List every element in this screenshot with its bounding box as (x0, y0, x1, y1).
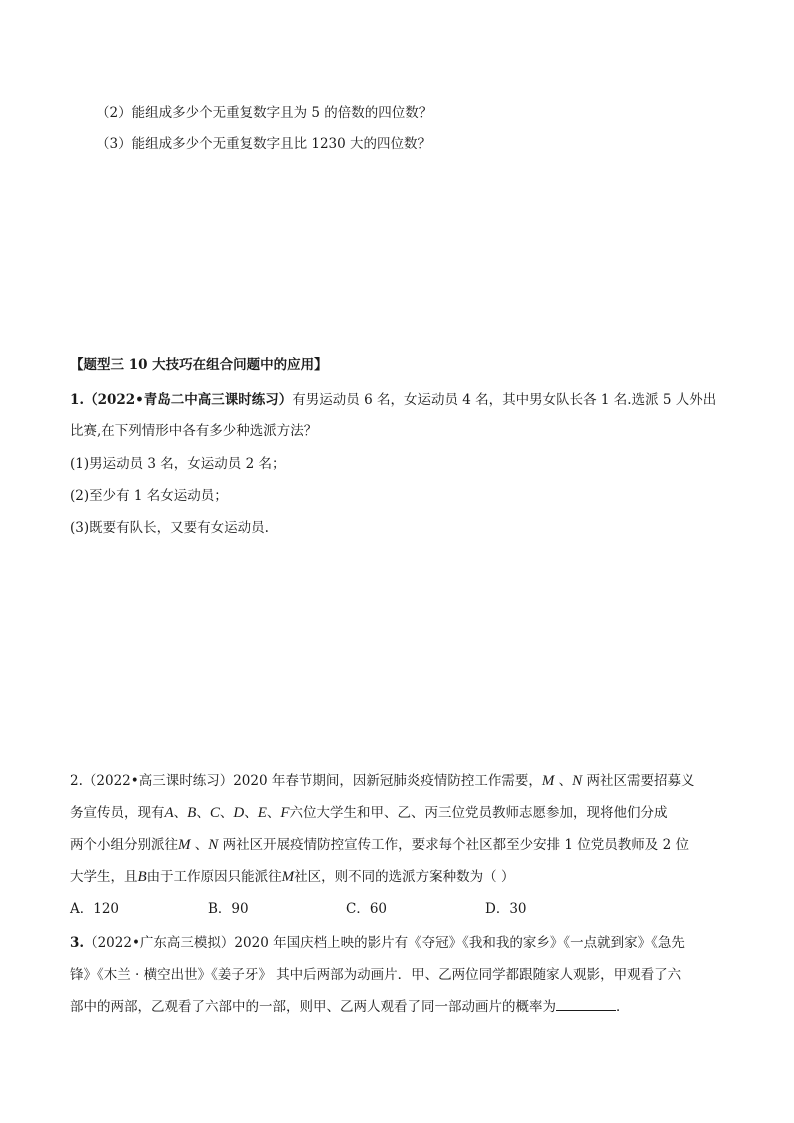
separator: 、 (554, 773, 573, 789)
var-e: E (257, 805, 267, 821)
var-n: N (572, 773, 583, 789)
problem-2-line-1 (70, 771, 694, 791)
var-n: N (208, 837, 219, 853)
problem-3-line-2: 锋》《木兰 · 横空出世》《姜子牙》 其中后两部为动画片．甲、乙两位同学都跟随家人观影，甲观看了六 (70, 967, 682, 983)
problem-3-line-1 (70, 933, 685, 953)
problem-number: 3. (70, 935, 85, 951)
problem-text: 六位大学生和甲、乙、丙三位党员教师志愿参加，现将他们分成 (289, 805, 668, 821)
option-a: A．120 (70, 901, 120, 917)
var-d: D (233, 805, 245, 821)
problem-text: 由于工作原因只能派往 (146, 869, 282, 885)
var-m: M (178, 837, 191, 853)
separator: 、 (244, 805, 258, 821)
problem-text: 两社区开展疫情防控宣传工作，要求每个社区都至少安排 1 位党员教师及 2 位 (218, 837, 689, 853)
answer-blank[interactable] (556, 996, 616, 1011)
problem-number: 1. (70, 392, 85, 408)
problem-stem: 有男运动员 6 名，女运动员 4 名，其中男女队长各 1 名.选派 5 人外出 (292, 392, 717, 408)
separator: 、 (266, 805, 281, 821)
problem-text: 两社区需要招募义 (582, 773, 695, 789)
problem-text: 2020 年国庆档上映的影片有《夺冠》《我和我的家乡》《一点就到家》《急先 (234, 935, 685, 951)
question-3: （3）能组成多少个无重复数字且比 1230 大的四位数？ (96, 136, 432, 152)
section-title: 【题型三 10 大技巧在组合问题中的应用】 (70, 357, 328, 373)
problem-2-line-3 (70, 835, 689, 855)
separator: 、 (196, 805, 210, 821)
option-b: B．90 (208, 901, 249, 917)
problem-number: 2. (70, 773, 83, 789)
problem-text: 务宣传员，现有 (70, 805, 165, 821)
problem-1-line-1 (70, 390, 716, 410)
problem-text: 部中的两部，乙观看了六部中的一部，则甲、乙两人观看了同一部动画片的概率为 (70, 999, 556, 1015)
problem-text: 社区，则不同的选派方案种数为（ ） (294, 869, 515, 885)
separator: 、 (190, 837, 209, 853)
var-a: A (164, 805, 174, 821)
var-b: B (137, 869, 147, 885)
separator: 、 (219, 805, 234, 821)
var-f: F (280, 805, 290, 821)
sub-question-3: (3)既要有队长，又要有女运动员. (70, 520, 269, 536)
question-2: （2）能组成多少个无重复数字且为 5 的倍数的四位数？ (96, 105, 433, 121)
problem-text: 2020 年春节期间，因新冠肺炎疫情防控工作需要， (233, 773, 542, 789)
problem-2-line-4 (70, 867, 514, 887)
var-m: M (281, 869, 295, 885)
problem-3-line-3 (70, 996, 630, 1017)
problem-source: （2022•广东高三模拟） (84, 935, 235, 951)
var-b: B (187, 805, 197, 821)
separator: 、 (173, 805, 188, 821)
option-c: C．60 (346, 901, 388, 917)
problem-1-line-2: 比赛,在下列情形中各有多少种选派方法？ (70, 423, 318, 439)
problem-text: 大学生，且 (70, 869, 138, 885)
option-d: D．30 (485, 901, 527, 917)
var-m: M (541, 773, 555, 789)
problem-source: （2022•高三课时练习） (82, 773, 234, 789)
sub-question-1: (1)男运动员 3 名，女运动员 2 名； (70, 456, 286, 472)
problem-2-line-2 (70, 803, 668, 823)
problem-source: （2022•青岛二中高三课时练习） (84, 392, 293, 408)
sub-question-2: (2)至少有 1 名女运动员； (70, 488, 228, 504)
problem-text: 两个小组分别派往 (70, 837, 178, 853)
var-c: C (209, 805, 220, 821)
problem-text: ． (616, 999, 630, 1015)
